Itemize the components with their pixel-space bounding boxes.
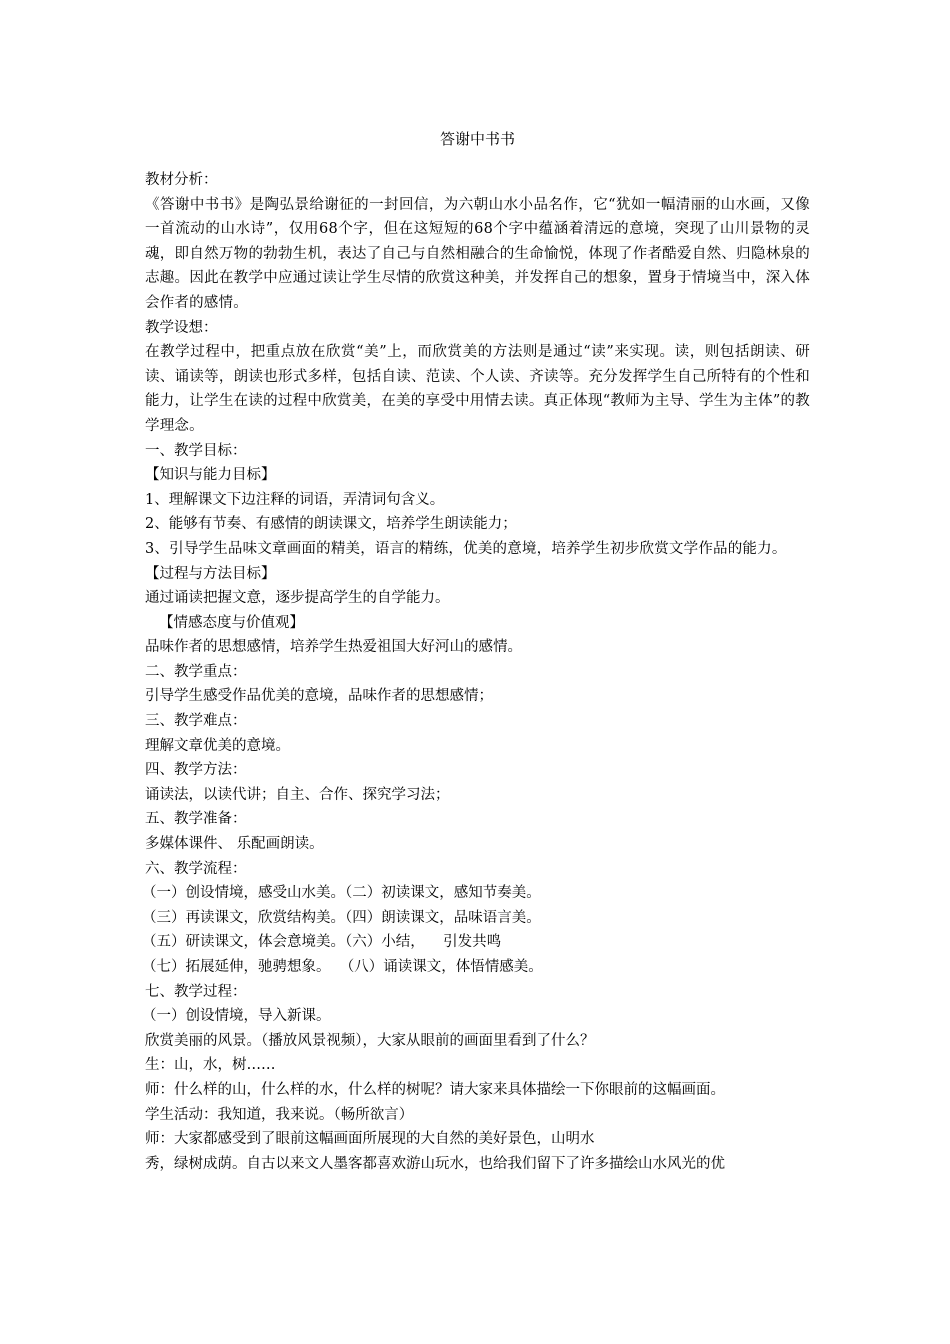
goal-item-2: 2、能够有节奏、有感情的朗读课文，培养学生朗读能力； — [145, 516, 517, 533]
heading-process: 七、教学过程： — [145, 983, 247, 1000]
process-text-2: 生：山，水，树…… — [145, 1057, 276, 1074]
process-goal-text: 通过诵读把握文意，逐步提高学生的自学能力。 — [145, 590, 450, 607]
subheading-emotion-goals: 【情感态度与价值观】 — [159, 614, 304, 631]
subheading-process-goals: 【过程与方法目标】 — [145, 565, 276, 582]
flow-line-3: （五）研读课文，体会意境美。（六）小结， 引发共鸣 — [142, 934, 502, 951]
flow-line-4: （七）拓展延伸，驰骋想象。 （八）诵读课文，体悟情感美。 — [142, 959, 543, 975]
heading-key-points: 二、教学重点： — [145, 663, 247, 680]
goal-item-3: 3、引导学生品味文章画面的精美，语言的精练，优美的意境，培养学生初步欣赏文学作品的能力。 — [145, 540, 787, 557]
heading-teaching-goals: 一、教学目标： — [145, 442, 247, 459]
process-text-1: 欣赏美丽的风景。（播放风景视频），大家从眼前的画面里看到了什么？ — [145, 1032, 595, 1049]
difficulties-text: 理解文章优美的意境。 — [145, 737, 290, 754]
process-text-3: 师：什么样的山，什么样的水，什么样的树呢？请大家来具体描绘一下你眼前的这幅画面。 — [145, 1081, 725, 1098]
flow-line-2: （三）再读课文，欣赏结构美。（四）朗读课文，品味语言美。 — [142, 909, 541, 926]
paragraph-teaching-idea: 在教学过程中，把重点放在欣赏“美”上，而欣赏美的方法则是通过“读”来实现。读，则包括朗读、研读、诵读等，朗读也形式多样，包括自读、范读、个人读、齐读等。充分发挥学生自己所特有的个性和能力，让学生在读的过程中欣赏美，在美的享受中用情去读。真正体现“教师为主导、学生为主体”的教学理念。 — [145, 344, 810, 434]
document-title: 答谢中书书 — [439, 130, 515, 148]
methods-text: 诵读法，以读代讲；自主、合作、探究学习法； — [145, 786, 450, 803]
emotion-goal-text: 品味作者的思想感情，培养学生热爱祖国大好河山的感情。 — [145, 639, 522, 656]
heading-textbook-analysis: 教材分析： — [145, 172, 218, 188]
goal-item-1: 1、理解课文下边注释的词语，弄清词句含义。 — [145, 491, 445, 508]
heading-difficulties: 三、教学难点： — [145, 713, 247, 730]
flow-line-1: （一）创设情境，感受山水美。（二）初读课文，感知节奏美。 — [142, 885, 541, 902]
paragraph-textbook-analysis: 《答谢中书书》是陶弘景给谢征的一封回信，为六朝山水小品名作，它“犹如一幅清丽的山水画，又像一首流动的山水诗”，仅用68个字，但在这短短的68个字中蕴涵着清远的意境，突现了山川景物的灵魂，即自然万物的勃勃生机，表达了自己与自然相融合的生命愉悦，体现了作者酷爱自然、归隐林泉的志趣。因此在教学中应通过读让学生尽情的欣赏这种美，并发挥自己的想象，置身于情境当中，深入体会作者的感情。 — [145, 196, 810, 311]
process-step-1: （一）创设情境，导入新课。 — [142, 1008, 331, 1025]
heading-teaching-idea: 教学设想： — [145, 319, 218, 336]
process-text-4: 学生活动：我知道，我来说。（畅所欲言） — [145, 1106, 414, 1123]
key-points-text: 引导学生感受作品优美的意境，品味作者的思想感情； — [145, 688, 493, 705]
subheading-knowledge-goals: 【知识与能力目标】 — [145, 467, 276, 484]
process-text-6: 秀，绿树成荫。自古以来文人墨客都喜欢游山玩水，也给我们留下了许多描绘山水风光的优 — [145, 1155, 725, 1172]
process-text-5: 师：大家都感受到了眼前这幅画面所展现的大自然的美好景色，山明水 — [145, 1131, 595, 1148]
heading-preparation: 五、教学准备： — [145, 811, 247, 828]
heading-flow: 六、教学流程： — [145, 860, 247, 877]
heading-methods: 四、教学方法： — [145, 762, 247, 779]
preparation-text: 多媒体课件、 乐配画朗读。 — [145, 836, 324, 853]
document-page — [142, 128, 810, 1176]
